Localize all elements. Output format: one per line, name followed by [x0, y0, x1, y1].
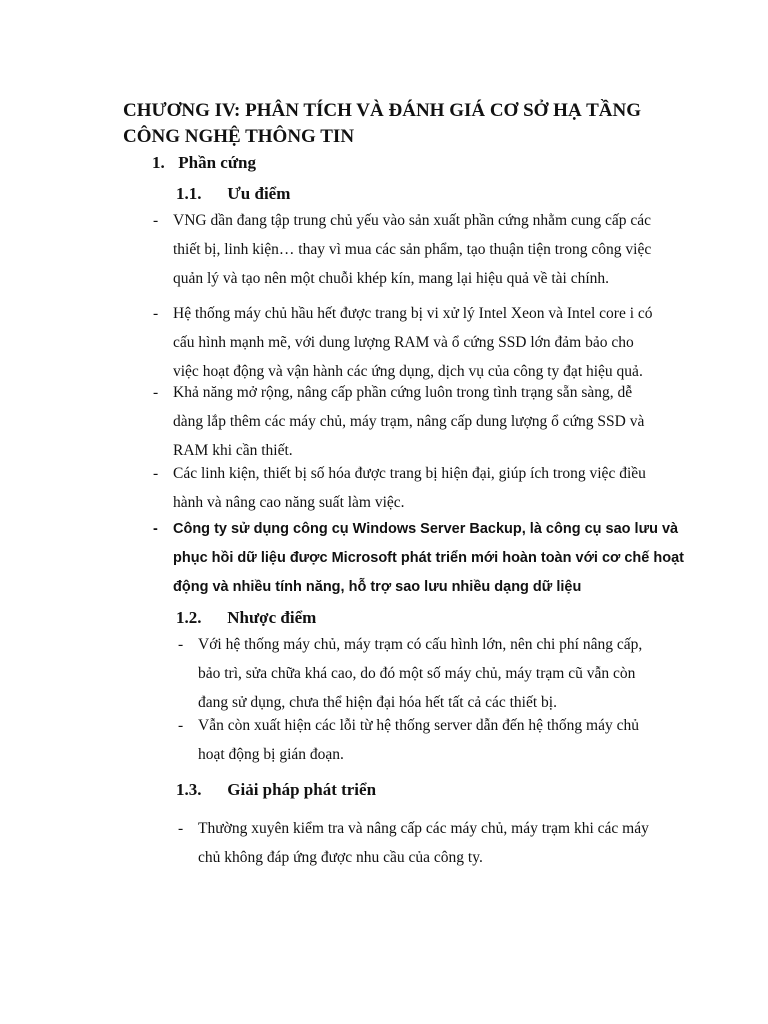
bullet-dash: -	[153, 212, 159, 229]
text-line: quản lý và tạo nên một chuỗi khép kín, mang lại hiệu quả về tài chính.	[173, 270, 610, 287]
text-line: Công ty sử dụng công cụ Windows Server Backup, là công cụ sao lưu và	[173, 521, 679, 537]
subsection-number: 1.2.	[176, 608, 202, 627]
text-line: động và nhiều tính năng, hỗ trợ sao lưu nhiều dạng dữ liệu	[173, 579, 582, 595]
list-item	[178, 711, 639, 769]
bullet-dash: -	[178, 820, 184, 837]
bullet-dash: -	[153, 305, 159, 322]
text-line: hành và nâng cao năng suất làm việc.	[173, 494, 405, 511]
text-line: Hệ thống máy chủ hầu hết được trang bị vi xử lý Intel Xeon và Intel core i có	[173, 305, 653, 322]
subsection-number: 1.1.	[176, 184, 202, 203]
text-line: RAM khi cần thiết.	[173, 442, 293, 459]
text-line: Khả năng mở rộng, nâng cấp phần cứng luôn trong tình trạng sẵn sàng, dễ	[173, 384, 633, 401]
text-line: thiết bị, linh kiện… thay vì mua các sản phẩm, tạo thuận tiện trong công việc	[173, 241, 652, 258]
section-heading-hardware	[152, 152, 256, 174]
list-item	[153, 378, 645, 465]
list-item	[153, 515, 684, 602]
bullet-dash: -	[178, 717, 184, 734]
text-line: Thường xuyên kiểm tra và nâng cấp các máy chủ, máy trạm khi các máy	[198, 820, 649, 837]
subsection-heading-advantages	[176, 183, 290, 205]
text-line: hoạt động bị gián đoạn.	[198, 746, 344, 763]
text-line: đang sử dụng, chưa thể hiện đại hóa hết tất cả các thiết bị.	[198, 694, 557, 711]
subsection-title: Giải pháp phát triển	[227, 780, 377, 799]
bullet-dash: -	[153, 384, 159, 401]
text-line: chủ không đáp ứng được nhu cầu của công ty.	[198, 849, 483, 866]
text-line: bảo trì, sửa chữa khá cao, do đó một số máy chủ, máy trạm cũ vẫn còn	[198, 665, 636, 682]
bullet-dash: -	[178, 636, 184, 653]
text-line: Vẫn còn xuất hiện các lỗi từ hệ thống server dẫn đến hệ thống máy chủ	[198, 717, 639, 734]
subsection-title: Nhược điểm	[227, 608, 317, 627]
section-number: 1.	[152, 153, 165, 172]
subsection-heading-disadvantages	[176, 607, 316, 629]
bullet-dash: -	[153, 465, 159, 482]
text-line: việc hoạt động và vận hành các ứng dụng, dịch vụ của công ty đạt hiệu quả.	[173, 363, 643, 380]
text-line: Các linh kiện, thiết bị số hóa được trang bị hiện đại, giúp ích trong việc điều	[173, 465, 646, 482]
list-item	[178, 814, 649, 872]
list-item	[178, 630, 643, 717]
text-line: cấu hình mạnh mẽ, với dung lượng RAM và ổ cứng SSD lớn đảm bảo cho	[173, 334, 634, 351]
list-item	[153, 206, 652, 293]
section-title: Phần cứng	[178, 153, 256, 172]
list-item	[153, 459, 646, 517]
list-item	[153, 299, 653, 386]
subsection-title: Ưu điểm	[227, 184, 291, 203]
text-line: VNG dần đang tập trung chủ yếu vào sản xuất phần cứng nhằm cung cấp các	[173, 212, 651, 229]
subsection-number: 1.3.	[176, 780, 202, 799]
text-line: dàng lắp thêm các máy chủ, máy trạm, nâng cấp dung lượng ổ cứng SSD và	[173, 413, 645, 430]
text-line: phục hồi dữ liệu được Microsoft phát triển mới hoàn toàn với cơ chế hoạt	[173, 550, 684, 566]
subsection-heading-development-solution	[176, 779, 376, 801]
bullet-dash: -	[153, 521, 158, 537]
text-line: Với hệ thống máy chủ, máy trạm có cấu hình lớn, nên chi phí nâng cấp,	[198, 636, 643, 653]
chapter-title: CHƯƠNG IV: PHÂN TÍCH VÀ ĐÁNH GIÁ CƠ SỞ HẠ TẦNG CÔNG NGHỆ THÔNG TIN	[123, 100, 641, 147]
